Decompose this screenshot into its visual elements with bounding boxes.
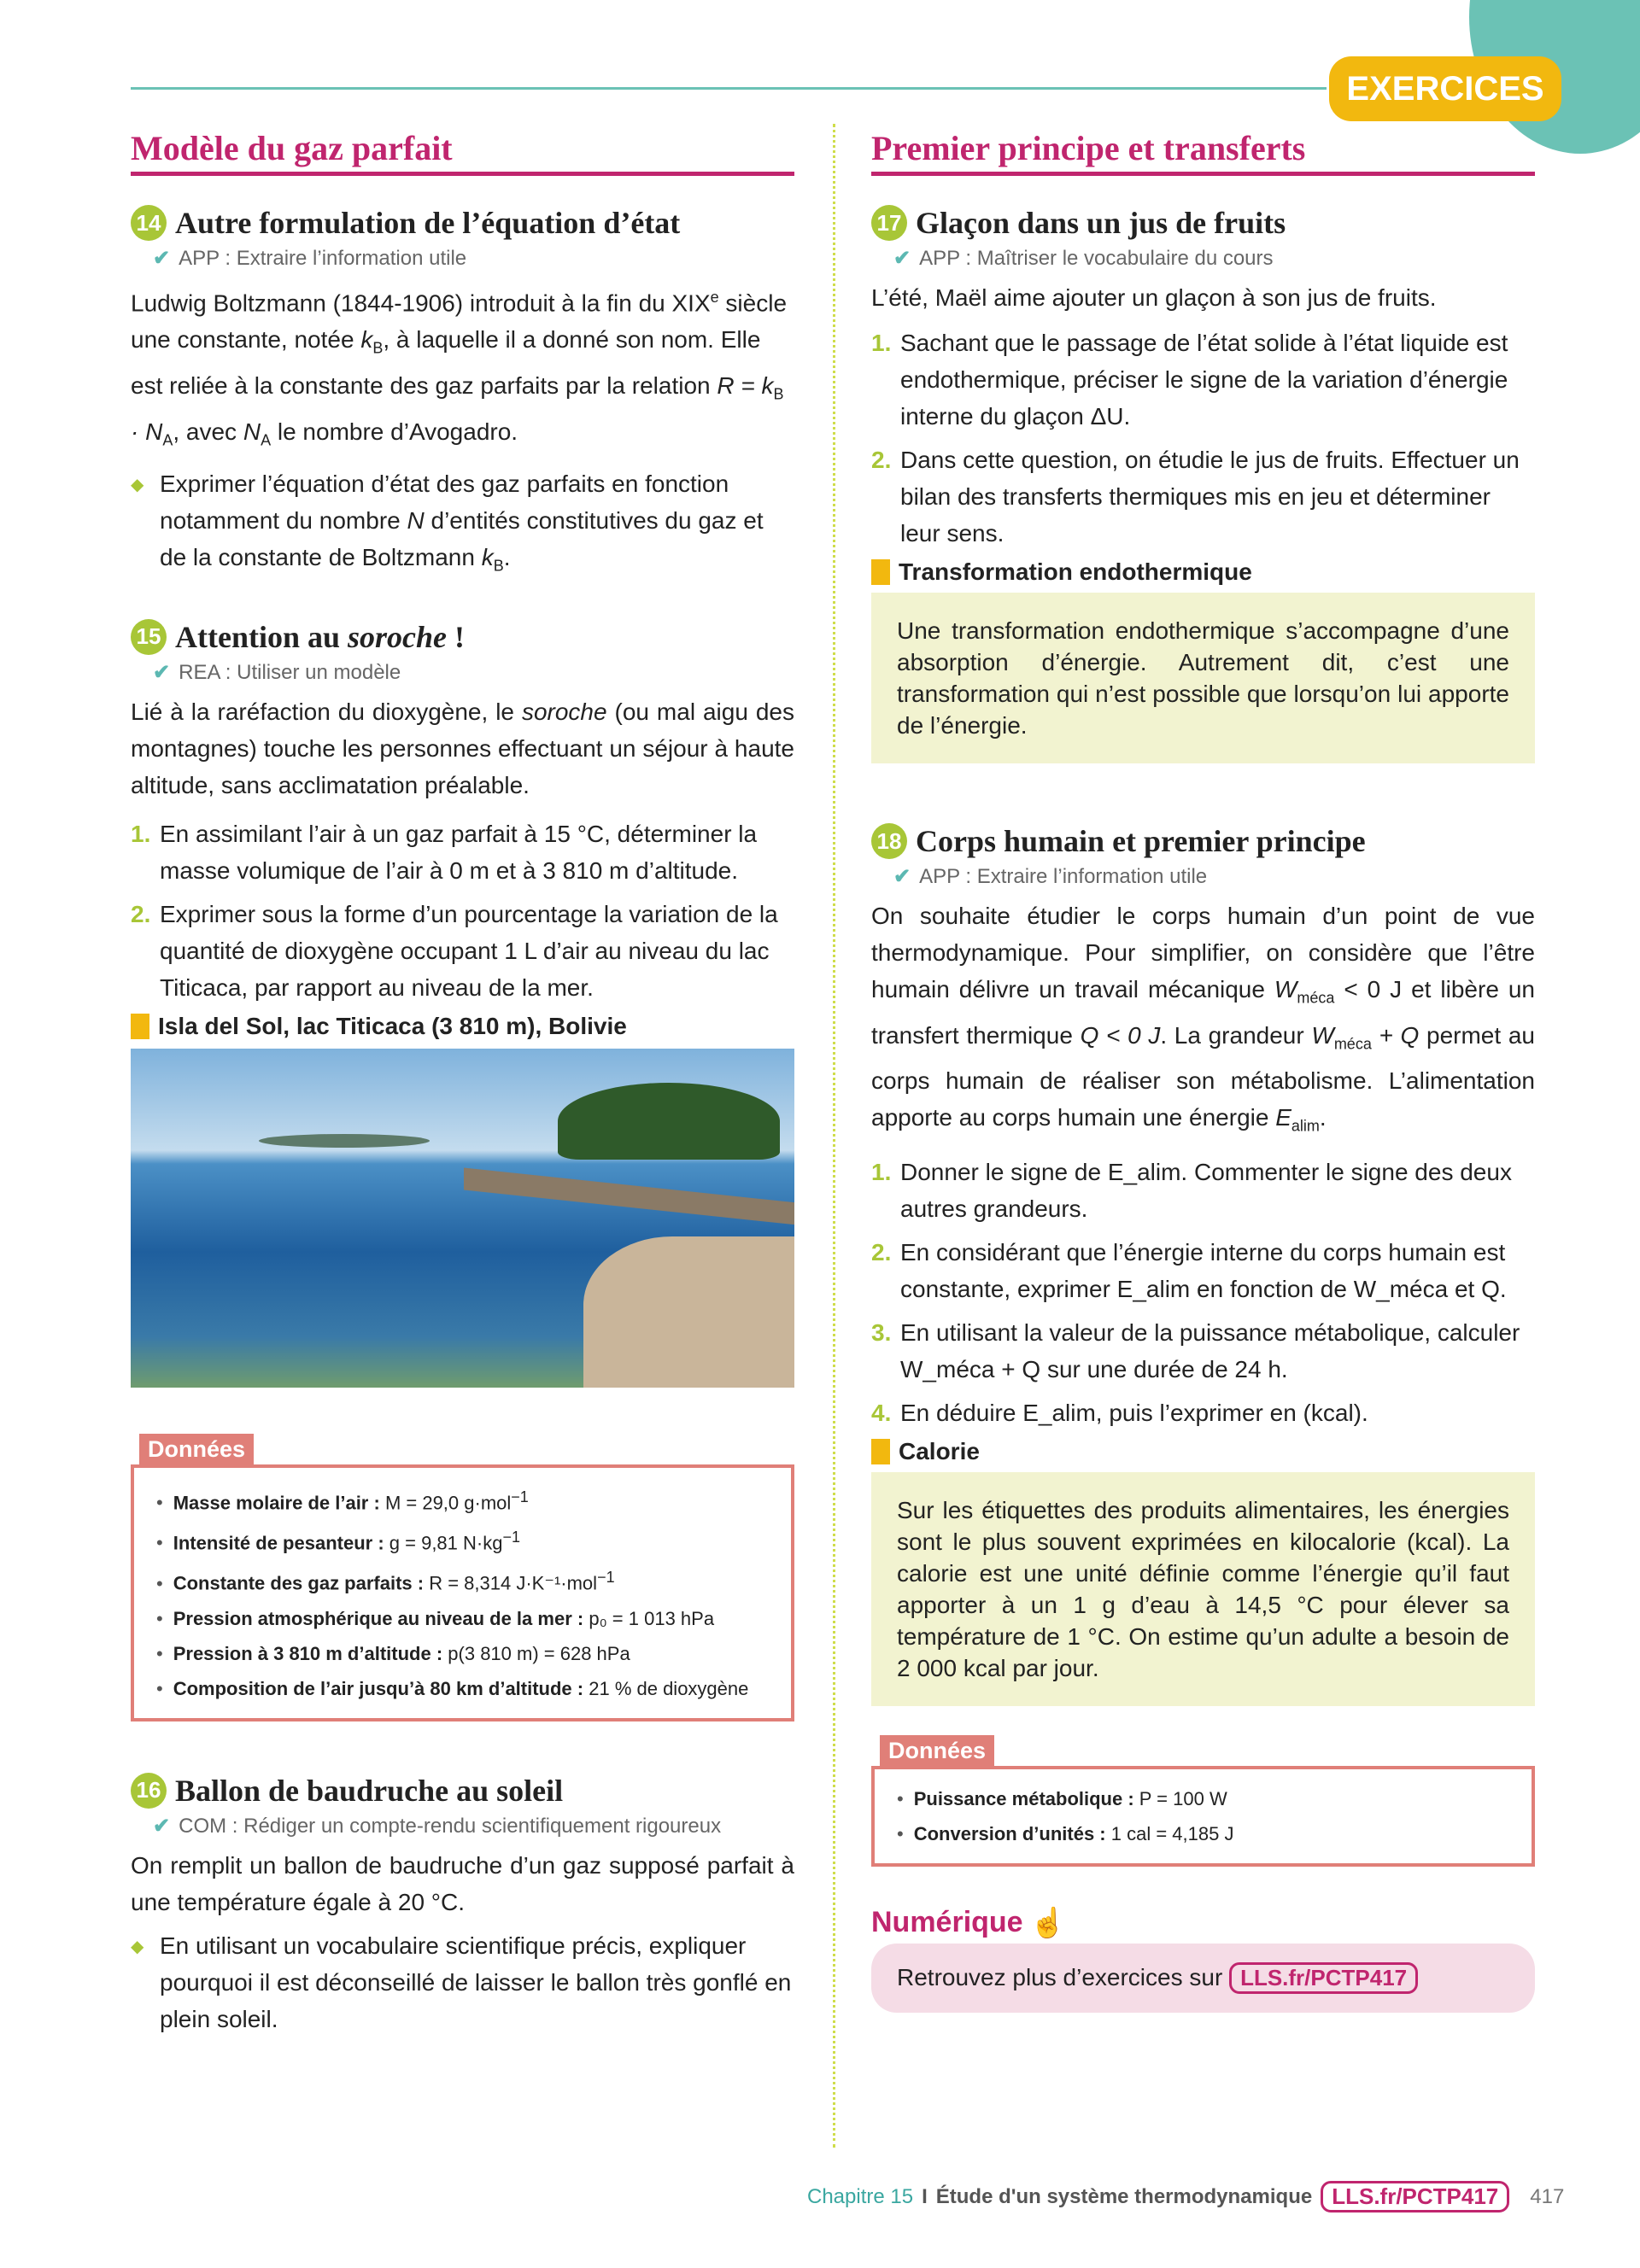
- check-icon: ✔: [153, 247, 171, 270]
- donnee-item: • Conversion d’unités : 1 cal = 4,185 J: [897, 1816, 1514, 1851]
- numerique-section: [871, 1906, 1535, 2013]
- exercise-14: [131, 205, 794, 585]
- definition-box: Sur les étiquettes des produits alimentaires, les énergies sont le plus souvent exprimées en kilocalorie (kcal). La calorie est une unité définie comme l’énergie qu’il faut apporter à un 1 g d’eau à 14,5 °C pour élever sa température de 1 °C. On estime qu’un adulte a besoin de 2 000 kcal par jour.: [871, 1472, 1535, 1706]
- exercise-title: Glaçon dans un jus de fruits: [916, 206, 1286, 240]
- diamond-bullet-icon: ◆: [131, 1937, 144, 1956]
- donnees-box: [131, 1435, 794, 1721]
- donnee-item: • Masse molaire de l’air : M = 29,0 g·mol$^{-1}$: [156, 1480, 774, 1520]
- lake-titicaca-photo: [131, 1049, 794, 1388]
- pointing-hand-icon: ☝: [1029, 1906, 1066, 1939]
- question-2: 2. Dans cette question, on étudie le jus de fruits. Effectuer un bilan des transferts thermiques mis en jeu et déterminer leur sens.: [871, 447, 1520, 547]
- numerique-text: Retrouvez plus d’exercices sur: [897, 1963, 1223, 1990]
- exercise-18: [871, 823, 1535, 1867]
- question-2: 2. En considérant que l’énergie interne du corps humain est constante, exprimer E_alim en fonction de W_méca et Q.: [871, 1238, 1507, 1302]
- paragraph: On souhaite étudier le corps humain d’un point de vue thermodynamique. Pour simplifier, on considère que l’être humain délivre un travail mécanique $W_{méca} < 0$ J et libère un transfert thermique Q < 0 J. La grandeur $W_{méca} + Q$ permet au corps humain de réaliser son métabolisme. L’alimentation apporte au corps humain une énergie $E_{alim}$.: [871, 903, 1535, 1135]
- question-4: 4. En déduire E_alim, puis l’exprimer en (kcal).: [871, 1399, 1368, 1426]
- question-1: 1. Sachant que le passage de l’état solide à l’état liquide est endothermique, préciser le signe de la variation d’énergie interne du glaçon ΔU.: [871, 330, 1508, 430]
- exercise-16: [131, 1773, 794, 2037]
- skill-label: APP : Extraire l’information utile: [179, 247, 467, 270]
- exercises-link[interactable]: LLS.fr/PCTP417: [1229, 1962, 1418, 1994]
- chapter-title: Étude d'un système thermodynamique: [935, 2184, 1313, 2208]
- donnee-item: • Intensité de pesanteur : g = 9,81 $N\cdot kg^{-1}$: [156, 1520, 774, 1560]
- exercise-title: Autre formulation de l’équation d’état: [175, 206, 681, 240]
- donnees-box: [871, 1737, 1535, 1867]
- check-icon: ✔: [893, 865, 911, 888]
- definition-box: Une transformation endothermique s’accompagne d’une absorption d’énergie. Autrement dit, c’est une transformation qui n’est possible que lorsqu’on lui apporte de l’énergie.: [871, 593, 1535, 763]
- question-3: 3. En utilisant la valeur de la puissance métabolique, calculer W_méca + Q sur une durée de 24 h.: [871, 1318, 1520, 1382]
- left-column: [131, 128, 794, 2037]
- paragraph: On remplit un ballon de baudruche d’un gaz supposé parfait à une température égale à 20 °C.: [131, 1851, 794, 1915]
- exercise-number: 14: [131, 205, 167, 241]
- separator: I: [922, 2184, 928, 2208]
- donnee-item: • Pression atmosphérique au niveau de la mer : p₀ = 1 013 hPa: [156, 1601, 774, 1636]
- page-footer: [807, 2181, 1564, 2212]
- check-icon: ✔: [153, 660, 171, 684]
- exercise-15: [131, 619, 794, 1721]
- exercise-number: 17: [871, 205, 907, 241]
- bullet-item: ◆ Exprimer l’équation d’état des gaz parfaits en fonction notamment du nombre N d’entités constitutives du gaz et de la constante de Boltzmann $k_B$.: [131, 465, 794, 585]
- exercise-number: 16: [131, 1773, 167, 1809]
- bullet-item: ◆ En utilisant un vocabulaire scientifique précis, expliquer pourquoi il est déconseillé de laisser le ballon très gonflé en plein soleil.: [131, 1927, 794, 2037]
- check-icon: ✔: [893, 247, 911, 270]
- check-icon: ✔: [153, 1814, 171, 1838]
- exercices-badge: EXERCICES: [1329, 56, 1561, 121]
- donnee-item: • Constante des gaz parfaits : R = 8,314 J·K⁻¹·mol$^{-1}$: [156, 1560, 774, 1600]
- skill-label: APP : Extraire l’information utile: [919, 865, 1208, 888]
- donnee-item: • Composition de l’air jusqu’à 80 km d’altitude : 21 % de dioxygène: [156, 1671, 774, 1706]
- page-number: 417: [1530, 2184, 1565, 2208]
- section-title: Modèle du gaz parfait: [131, 128, 794, 176]
- exercise-title: Corps humain et premier principe: [916, 824, 1366, 858]
- document-title: Transformation endothermique: [871, 558, 1535, 586]
- column-divider: [833, 124, 835, 2148]
- skill-label: REA : Utiliser un modèle: [179, 660, 401, 684]
- exercise-title: Ballon de baudruche au soleil: [175, 1773, 564, 1808]
- donnees-tag: Données: [880, 1735, 994, 1767]
- header-rule: [131, 87, 1327, 90]
- question-1: 1. Donner le signe de E_alim. Commenter le signe des deux autres grandeurs.: [871, 1158, 1512, 1222]
- numerique-box: [871, 1944, 1535, 2013]
- question-2: 2. Exprimer sous la forme d’un pourcentage la variation de la quantité de dioxygène occupant 1 L d’air au niveau du lac Titicaca, par rapport au niveau de la mer.: [131, 900, 778, 1001]
- donnee-item: • Puissance métabolique : P = 100 W: [897, 1781, 1514, 1816]
- numerique-title: Numérique: [871, 1906, 1023, 1939]
- skill-line: [153, 660, 794, 685]
- paragraph: L’été, Maël aime ajouter un glaçon à son jus de fruits.: [871, 284, 1437, 311]
- skill-label: COM : Rédiger un compte-rendu scientifiquement rigoureux: [179, 1814, 722, 1838]
- skill-line: [893, 246, 1535, 271]
- diamond-bullet-icon: ◆: [131, 476, 144, 495]
- document-title: Isla del Sol, lac Titicaca (3 810 m), Bolivie: [131, 1013, 794, 1040]
- document-title: Calorie: [871, 1438, 1535, 1465]
- exercise-number: 18: [871, 823, 907, 859]
- chapter-label: Chapitre 15: [807, 2184, 914, 2208]
- section-title: Premier principe et transferts: [871, 128, 1535, 176]
- exercise-number: 15: [131, 619, 167, 655]
- exercise-title: Attention au soroche !: [175, 619, 466, 654]
- donnees-tag: Données: [139, 1434, 254, 1465]
- question-1: 1. En assimilant l’air à un gaz parfait à 15 °C, déterminer la masse volumique de l’air à 0 m et à 3 810 m d’altitude.: [131, 820, 758, 884]
- right-column: [871, 128, 1535, 2013]
- skill-line: [153, 1814, 794, 1838]
- exercise-17: [871, 205, 1535, 763]
- footer-link[interactable]: LLS.fr/PCTP417: [1321, 2181, 1509, 2212]
- paragraph: Lié à la raréfaction du dioxygène, le soroche (ou mal aigu des montagnes) touche les personnes effectuant un séjour à haute altitude, sans acclimatation préalable.: [131, 698, 794, 798]
- paragraph: Ludwig Boltzmann (1844-1906) introduit à la fin du XIXe siècle une constante, notée $k_B$, à laquelle il a donné son nom. Elle est reliée à la constante des gaz parfaits par la relation $R = k_B \cdot N_A$, avec $N_A$ le nombre d’Avogadro.: [131, 289, 788, 449]
- skill-label: APP : Maîtriser le vocabulaire du cours: [919, 247, 1274, 270]
- skill-line: [893, 864, 1535, 889]
- skill-line: [153, 246, 794, 271]
- donnee-item: • Pression à 3 810 m d’altitude : p(3 810 m) = 628 hPa: [156, 1636, 774, 1671]
